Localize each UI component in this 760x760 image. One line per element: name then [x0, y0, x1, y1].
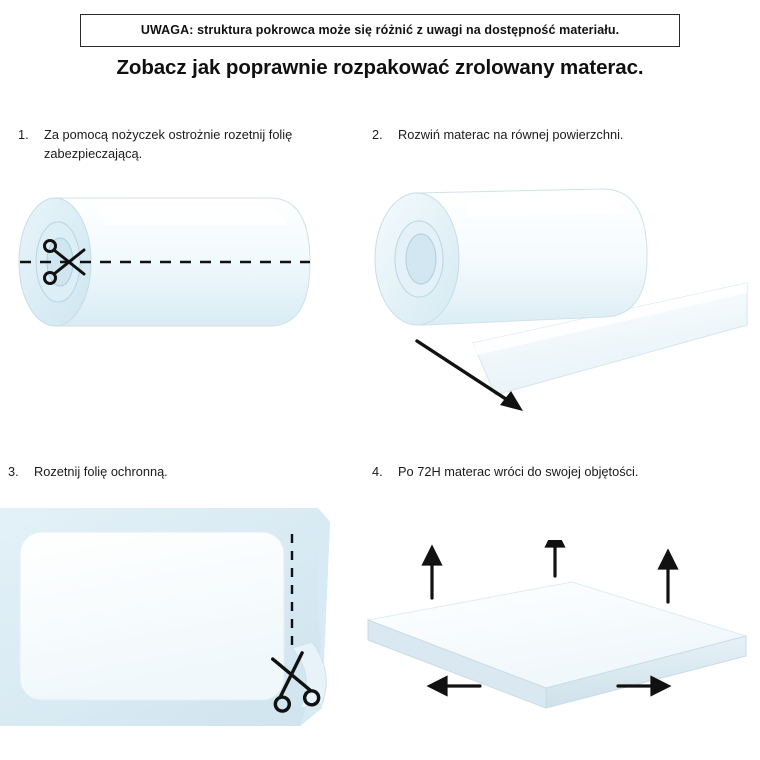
page-title: Zobacz jak poprawnie rozpakować zrolowany materac.	[116, 56, 644, 79]
mattress-shape	[20, 532, 284, 700]
step-4-illustration	[350, 540, 760, 750]
notice-banner: UWAGA: struktura pokrowca może się różnić z uwagi na dostępność materiału.	[80, 14, 680, 47]
mattress-slab-shape	[368, 582, 746, 708]
arrow-up-center	[547, 540, 563, 576]
arrow-up-right	[660, 552, 676, 602]
step-2-number: 2.	[372, 127, 383, 142]
arrow-up-left	[424, 548, 440, 598]
step-3-illustration	[0, 508, 345, 743]
step-2-illustration	[355, 165, 755, 430]
mattress-roll-shape	[375, 189, 647, 325]
step-3-label	[8, 463, 308, 482]
step-4-number: 4.	[372, 464, 383, 479]
step-1-number: 1.	[18, 127, 29, 142]
step-3-number: 3.	[8, 464, 19, 479]
step-1-text: Za pomocą nożyczek ostrożnie rozetnij folię zabezpieczającą.	[44, 127, 293, 161]
step-3-text: Rozetnij folię ochronną.	[34, 464, 168, 479]
step-2-text: Rozwiń materac na równej powierzchni.	[398, 127, 624, 142]
step-4-text: Po 72H materac wróci do swojej objętości.	[398, 464, 639, 479]
step-4-label	[372, 463, 712, 482]
step-1-label	[18, 126, 318, 163]
step-1-illustration	[10, 180, 340, 400]
step-2-label	[372, 126, 702, 145]
